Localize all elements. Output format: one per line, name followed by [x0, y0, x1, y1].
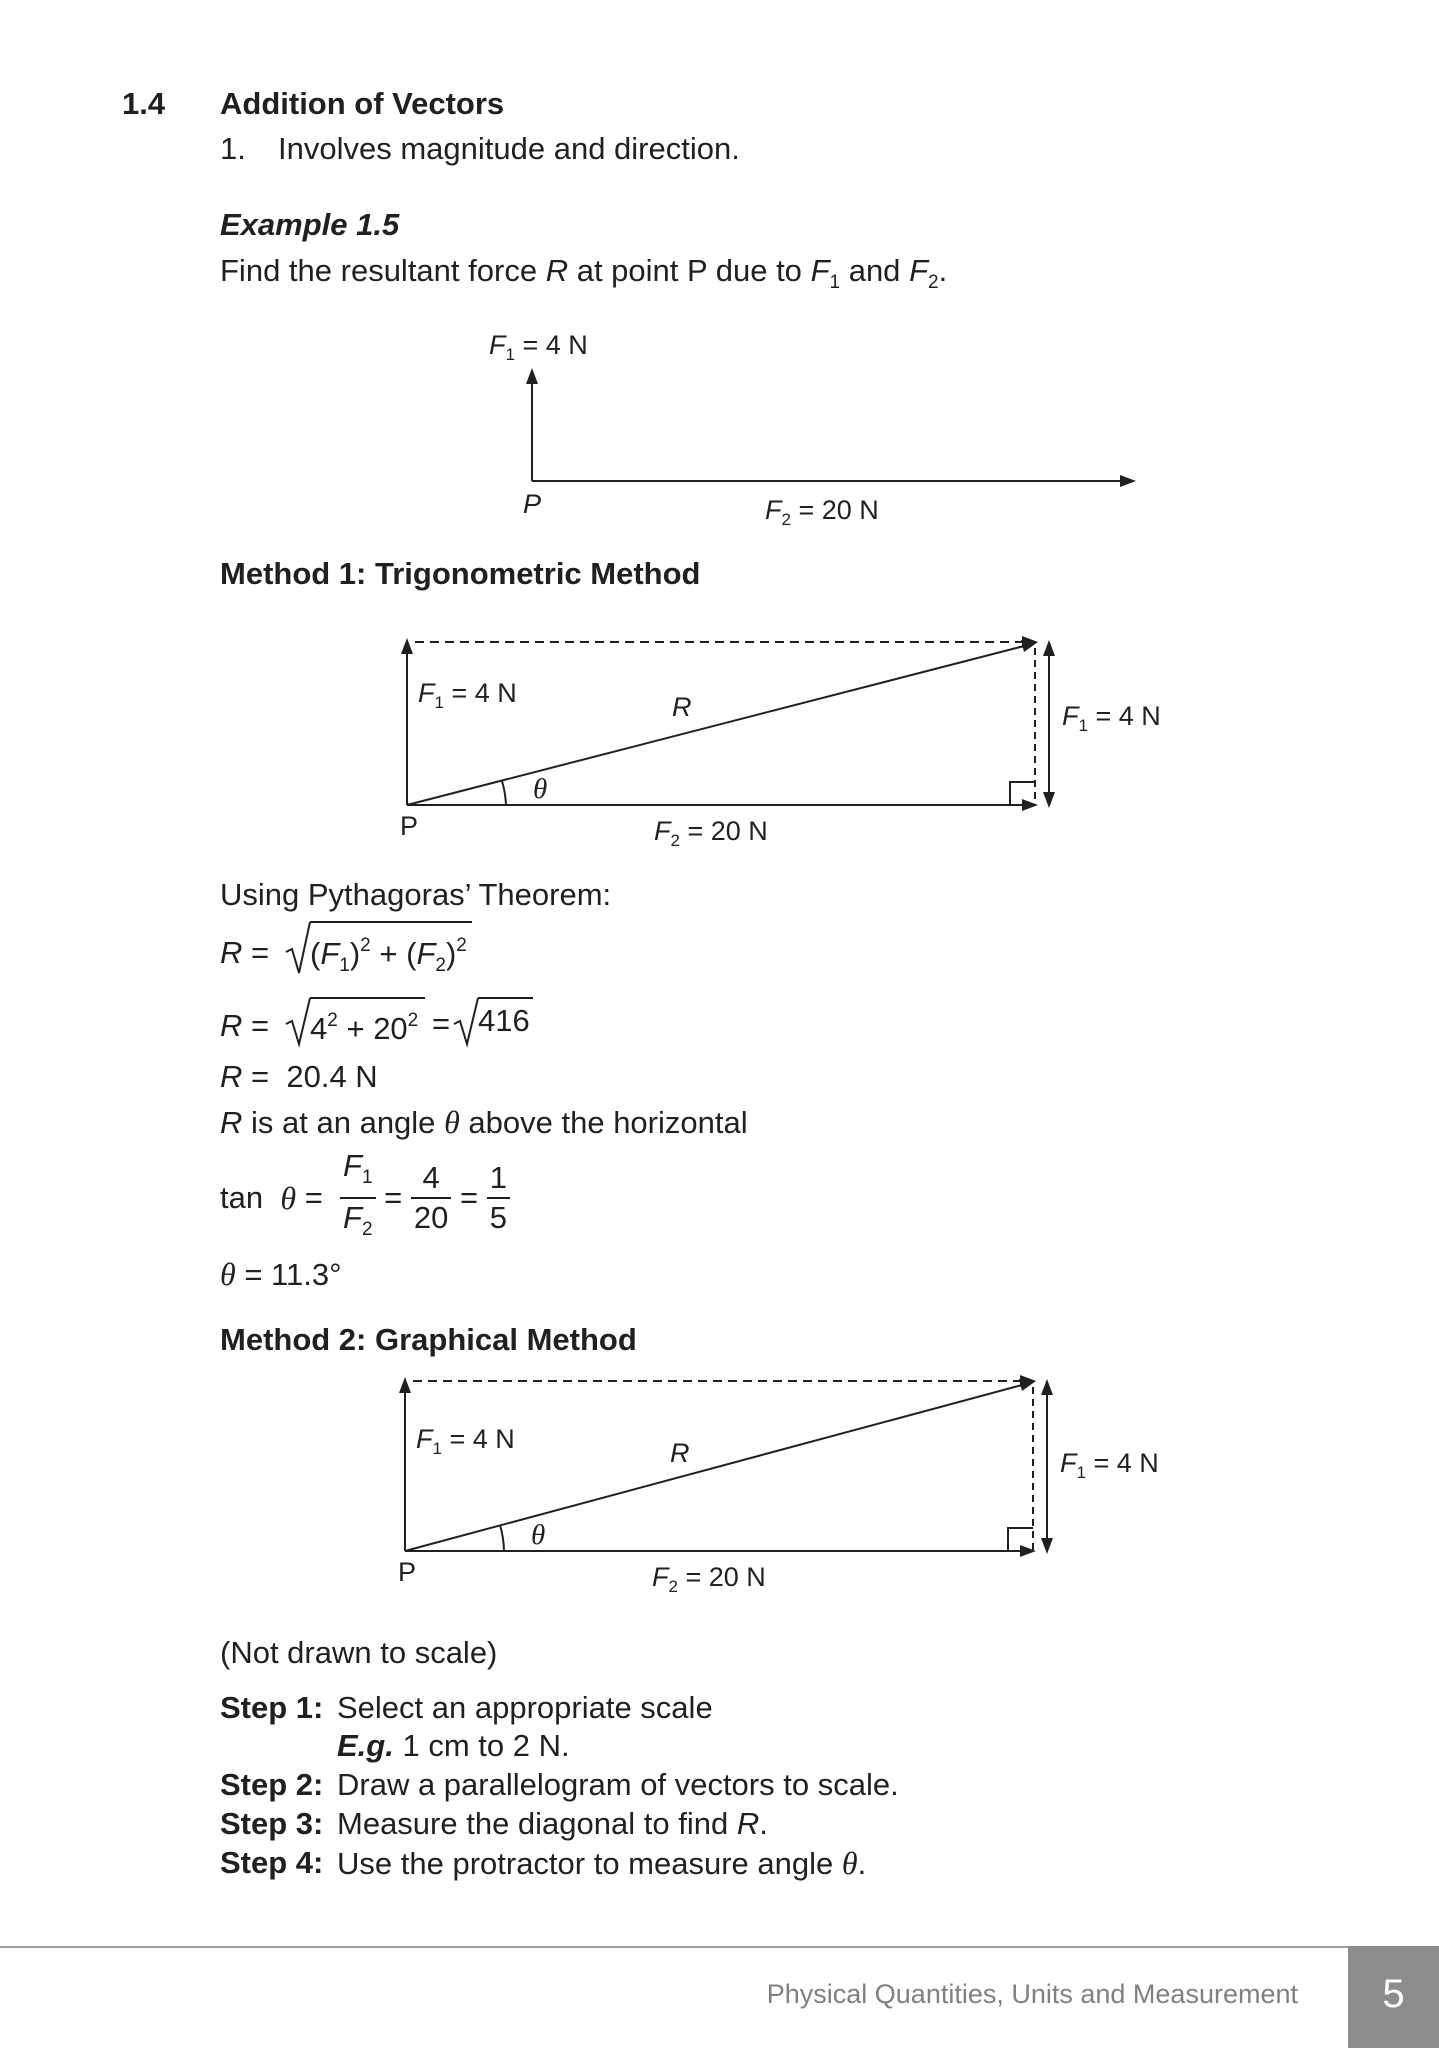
list-item-text: Involves magnitude and direction.	[278, 131, 740, 166]
example-question: Find the resultant force R at point P due to $F_1$ and $F_2$.	[220, 253, 948, 293]
section-number: 1.4	[122, 86, 166, 121]
page-number: 5	[1382, 1972, 1405, 2016]
f1-arrowhead	[526, 368, 538, 384]
force-diagram-2	[0, 600, 1439, 860]
step-3-label: Step 3:	[220, 1806, 324, 1841]
theta-result: θ = 11.3°	[220, 1256, 342, 1292]
step-1-example: E.g. 1 cm to 2 N.	[337, 1728, 570, 1763]
side-f1-arrow-down	[1041, 1538, 1053, 1554]
fig3-side-f1-label: $F_1 = 4$ N	[1060, 1448, 1159, 1482]
angle-statement: R is at an angle θ above the horizontal	[220, 1104, 748, 1140]
not-to-scale-note: (Not drawn to scale)	[220, 1635, 498, 1670]
section-title: Addition of Vectors	[220, 86, 505, 121]
step-4-text: Use the protractor to measure angle θ.	[337, 1845, 867, 1881]
step-1-label: Step 1:	[220, 1690, 324, 1725]
sqrt-content-1: $(F_1)^2 + (F_2)^2$	[310, 935, 467, 976]
fig2-p-label: P	[400, 811, 419, 841]
method-2-title: Method 2: Graphical Method	[220, 1322, 637, 1357]
angle-arc	[502, 781, 506, 805]
fig3-r-label: R	[670, 1438, 690, 1468]
step-2-text: Draw a parallelogram of vectors to scale.	[337, 1767, 899, 1802]
sqrt-content-2: $4^2 + 20^2$	[310, 1010, 419, 1046]
f1-arrowhead	[399, 1377, 411, 1393]
fig1-f2-label: $F_2 = 20$ N	[765, 495, 879, 529]
sqrt-sign-3	[452, 996, 480, 1048]
force-diagram-1	[0, 0, 1439, 560]
sqrt-sign-2	[284, 996, 312, 1048]
force-diagram-3	[0, 1346, 1439, 1606]
equals-sign: =	[432, 1006, 451, 1041]
example-title: Example 1.5	[220, 207, 400, 242]
fig2-f2-label: $F_2 = 20$ N	[654, 816, 768, 850]
tan-formula: tan θ = $\frac{F_1}{F_2}$ = $\frac{4}{20}$ = $\frac{1}{5}$	[220, 1149, 510, 1247]
fig2-f1-label: $F_1 = 4$ N	[418, 678, 517, 712]
result-r: R = 20.4 N	[220, 1059, 378, 1094]
fraction-1-5: $\frac{1}{5}$	[487, 1161, 510, 1235]
fraction-4-20: $\frac{4}{20}$	[411, 1161, 451, 1235]
fig3-theta-label: θ	[531, 1519, 546, 1551]
sqrt-content-3: 416	[478, 1003, 530, 1038]
fig2-theta-label: θ	[533, 773, 548, 805]
sqrt-vinculum-3	[478, 997, 533, 999]
pythagoras-formula: R =	[220, 935, 270, 970]
resultant-vector	[407, 646, 1024, 805]
side-f1-arrow-up	[1043, 640, 1055, 656]
step-2-label: Step 2:	[220, 1767, 324, 1802]
resultant-vector	[405, 1385, 1022, 1551]
step-4-label: Step 4:	[220, 1845, 324, 1880]
fig1-p-label: P	[523, 489, 542, 519]
fig2-r-label: R	[672, 692, 692, 722]
f1-arrowhead	[401, 638, 413, 654]
sqrt-vinculum-2	[310, 997, 425, 999]
list-number: 1.	[220, 131, 246, 166]
side-f1-arrow-down	[1043, 792, 1055, 808]
fig2-side-f1-label: $F_1 = 4$ N	[1062, 701, 1161, 735]
footer-title: Physical Quantities, Units and Measurement	[766, 1979, 1298, 2009]
fraction-f1-f2: $\frac{F_1}{F_2}$	[340, 1149, 376, 1247]
pythagoras-intro: Using Pythagoras’ Theorem:	[220, 877, 612, 912]
sqrt-sign-1	[284, 918, 312, 978]
method-1-title: Method 1: Trigonometric Method	[220, 556, 701, 591]
step-1-text: Select an appropriate scale	[337, 1690, 713, 1725]
step-3-text: Measure the diagonal to find R.	[337, 1806, 768, 1841]
fig3-f2-label: $F_2 = 20$ N	[652, 1562, 766, 1596]
f2-arrowhead	[1120, 475, 1136, 487]
angle-arc	[500, 1525, 504, 1551]
pythagoras-numeric: R =	[220, 1008, 270, 1043]
sqrt-vinculum-1	[310, 921, 472, 923]
footer-rule	[0, 1946, 1348, 1948]
fig3-f1-label: $F_1 = 4$ N	[416, 1424, 515, 1458]
fig3-p-label: P	[398, 1557, 417, 1587]
fig1-f1-label: $F_1 = 4$ N	[489, 330, 588, 364]
side-f1-arrow-up	[1041, 1379, 1053, 1395]
